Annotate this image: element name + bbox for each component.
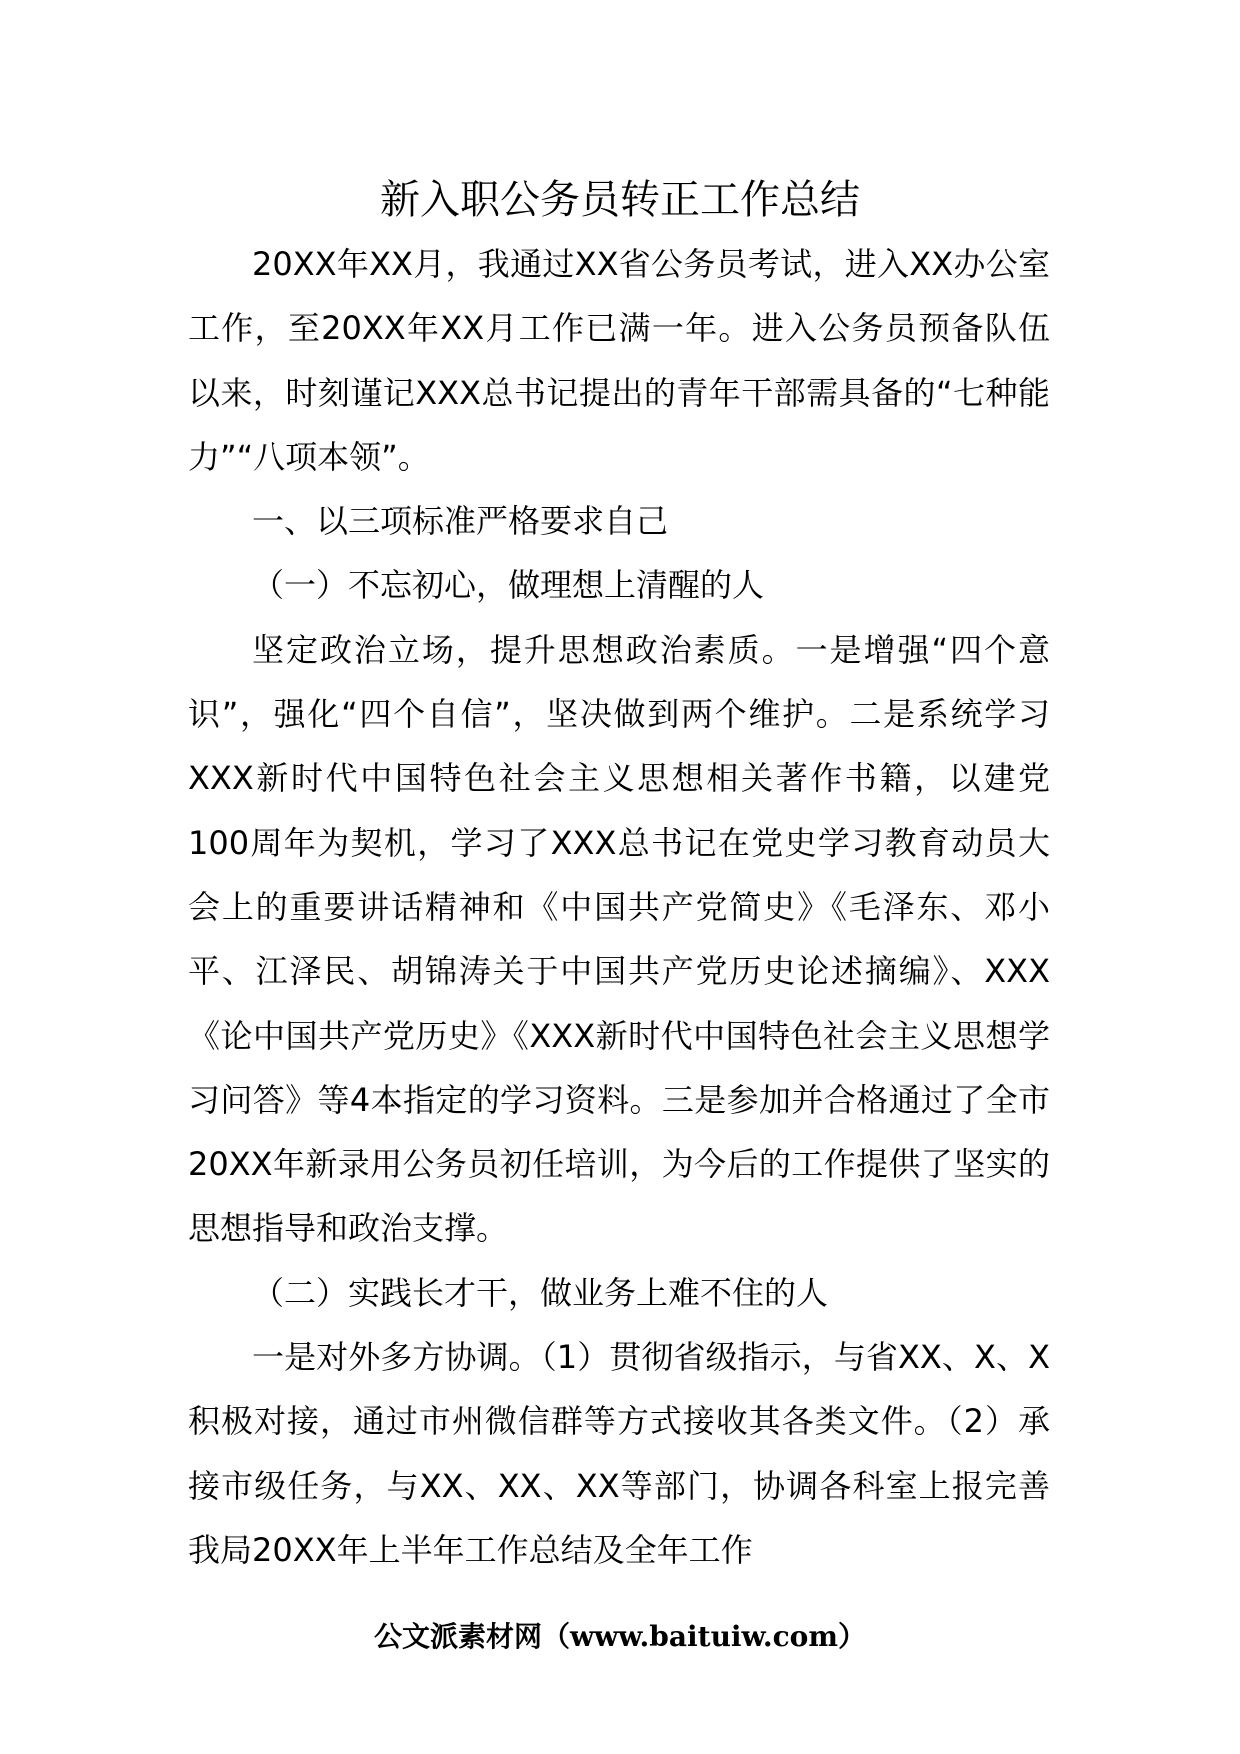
section-heading-1: 一、以三项标准严格要求自己: [252, 502, 669, 541]
subsection-heading-1: （一）不忘初心，做理想上清醒的人: [252, 566, 765, 605]
paragraph-coordination: 一是对外多方协调。（1）贯彻省级指示，与省XX、X、X积极对接，通过市州微信群等方式接收其各类文件。（2）承接市级任务，与XX、XX、XX等部门，协调各科室上报完善我局20XX年上半年工作总结及全年工作: [188, 1338, 1050, 1569]
footer-watermark: 公文派素材网（www.baituiw.com）: [374, 1620, 866, 1653]
document-body: [188, 232, 1050, 1582]
paragraph-political: 坚定政治立场，提升思想政治素质。一是增强“四个意识”，强化“四个自信”，坚决做到两个维护。二是系统学习XXX新时代中国特色社会主义思想相关著作书籍，以建党100周年为契机，学习了XXX总书记在党史学习教育动员大会上的重要讲话精神和《中国共产党简史》《毛泽东、邓小平、江泽民、胡锦涛关于中国共产党历史论述摘编》、XXX《论中国共产党历史》《XXX新时代中国特色社会主义思想学习问答》等4本指定的学习资料。三是参加并合格通过了全市20XX年新录用公务员初任培训，为今后的工作提供了坚实的思想指导和政治支撑。: [188, 630, 1050, 1248]
paragraph-intro: 20XX年XX月，我通过XX省公务员考试，进入XX办公室工作，至20XX年XX月工作已满一年。进入公务员预备队伍以来，时刻谨记XXX总书记提出的青年干部需具备的“七种能力”“八项本领”。: [188, 245, 1050, 476]
subsection-heading-2: （二）实践长才干，做业务上难不住的人: [252, 1273, 829, 1312]
document-title: 新入职公务员转正工作总结: [380, 177, 860, 223]
